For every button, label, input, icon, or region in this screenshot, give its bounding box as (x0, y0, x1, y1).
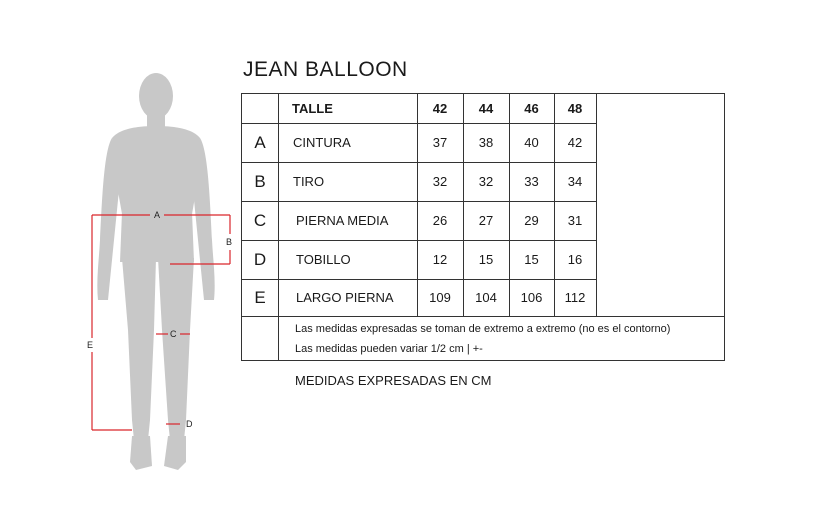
header-label: TALLE (292, 101, 333, 116)
row-value: 106 (520, 290, 543, 305)
row-value: 40 (524, 135, 539, 150)
figure-label-b: B (226, 237, 233, 247)
row-value: 109 (429, 290, 451, 305)
product-title: JEAN BALLOON (243, 58, 408, 81)
row-value: 29 (524, 213, 539, 228)
row-value: 104 (475, 290, 497, 305)
figure-label-e: E (87, 340, 94, 350)
row-value: 42 (567, 135, 583, 150)
figure-label-c: C (170, 329, 177, 339)
figure-label-d: D (186, 419, 193, 429)
header-size: 48 (567, 101, 583, 116)
table-note: Las medidas pueden variar 1/2 cm | +- (295, 343, 483, 355)
body-silhouette (97, 73, 214, 470)
table-divider (596, 94, 597, 316)
header-size: 42 (432, 101, 448, 116)
header-size: 46 (524, 101, 539, 116)
row-name: PIERNA MEDIA (296, 213, 389, 228)
header-size: 44 (478, 101, 494, 116)
row-value: 26 (432, 213, 448, 228)
row-value: 16 (567, 252, 583, 267)
row-value: 33 (524, 174, 539, 189)
row-value: 38 (478, 135, 494, 150)
row-value: 34 (567, 174, 583, 189)
row-value: 12 (432, 252, 448, 267)
size-table (241, 93, 725, 361)
row-name: TOBILLO (296, 252, 351, 267)
row-letter: B (254, 171, 266, 191)
figure-label-a: A (154, 210, 161, 220)
row-value: 32 (478, 174, 494, 189)
row-name: LARGO PIERNA (296, 290, 394, 305)
row-letter: D (253, 249, 267, 269)
row-value: 15 (478, 252, 494, 267)
row-value: 32 (432, 174, 448, 189)
table-divider (242, 316, 724, 317)
units-note: MEDIDAS EXPRESADAS EN CM (295, 373, 492, 388)
row-value: 112 (564, 290, 586, 305)
row-name: TIRO (293, 174, 325, 189)
row-letter: C (253, 210, 267, 230)
row-value: 31 (567, 213, 583, 228)
row-value: 15 (524, 252, 539, 267)
table-note: Las medidas expresadas se toman de extremo a extremo (no es el contorno) (295, 323, 671, 335)
row-letter: A (254, 132, 266, 152)
row-letter: E (254, 287, 266, 307)
row-value: 37 (432, 135, 448, 150)
row-name: CINTURA (293, 135, 351, 150)
row-value: 27 (478, 213, 494, 228)
body-measurement-figure (0, 0, 240, 523)
table-divider (278, 94, 279, 360)
